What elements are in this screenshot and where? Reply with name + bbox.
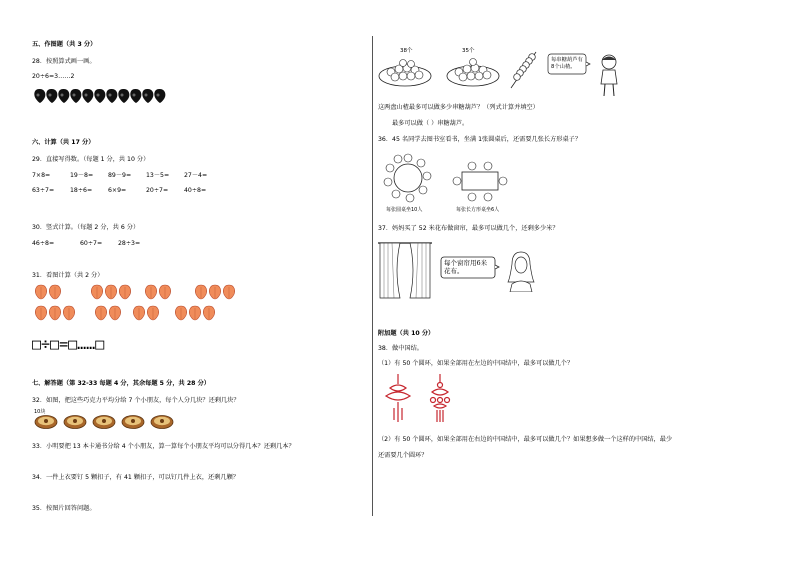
q29-item: 40÷8= bbox=[184, 187, 207, 194]
question-29: 29．直接写得数。（每题 1 分，共 10 分） bbox=[32, 156, 150, 163]
peach-groups-icon bbox=[32, 284, 242, 324]
q29-item: 18÷6= bbox=[70, 187, 93, 194]
caption-round-table: 每张圆桌坐10人 bbox=[386, 207, 423, 213]
caption-rect-table: 每张长方形桌坐6人 bbox=[456, 207, 500, 213]
extra-section-title: 附加题（共 10 分） bbox=[378, 330, 435, 337]
question-35: 35．按图片回答问题。 bbox=[32, 505, 96, 512]
question-36: 36．45 名同学去图书室看书，坐满 1张圆桌后，还需要几张长方形桌子？ bbox=[378, 136, 582, 143]
section-6-title: 六、计算（共 17 分） bbox=[32, 139, 95, 146]
round-table-icon bbox=[382, 152, 434, 206]
q30-item: 60÷7= bbox=[80, 240, 103, 247]
question-28-expression: 20÷6=3……2 bbox=[32, 73, 75, 80]
boy-figure-icon bbox=[594, 52, 624, 98]
q29-item: 19－8= bbox=[70, 172, 94, 179]
q38-part-1: （1）有 50 个圆环，如果全部用在左边的中国结中，最多可以做几个？ bbox=[378, 360, 574, 367]
q31-equation: □÷□=□……□ bbox=[32, 335, 105, 353]
q29-item: 63÷7= bbox=[32, 187, 55, 194]
label-38: 38个 bbox=[400, 48, 413, 54]
q38-part-2: （2）有 50 个圆环，如果全部用在右边的中国结中，最多可以做几个？如果想多做一个这样的中国结，最少 bbox=[378, 436, 673, 443]
peach-icons-row bbox=[32, 86, 182, 106]
question-34: 34．一件上衣要钉 5 颗扣子，有 41 颗扣子，可以钉几件上衣，还剩几颗？ bbox=[32, 474, 239, 481]
rect-table-icon bbox=[452, 160, 508, 204]
question-37: 37．妈妈买了 52 米花布做窗帘，最多可以做几个，还剩多少米？ bbox=[378, 225, 559, 232]
chinese-knots-icon bbox=[380, 372, 460, 424]
q29-item: 20÷7= bbox=[146, 187, 169, 194]
mother-figure-icon bbox=[504, 250, 538, 292]
speech-text: 每串糖葫芦有8个山楂。 bbox=[551, 57, 583, 70]
question-28: 28．按照算式画一画。 bbox=[32, 58, 96, 65]
q30-item: 46÷8= bbox=[32, 240, 55, 247]
chocolate-boxes-icon bbox=[34, 414, 174, 430]
question-30: 30．竖式计算。（每题 2 分，共 6 分） bbox=[32, 224, 140, 231]
q29-item: 89－9= bbox=[108, 172, 132, 179]
candied-haws-icon bbox=[508, 50, 538, 90]
q29-item: 6×9= bbox=[108, 187, 127, 194]
label-35: 35个 bbox=[462, 48, 475, 54]
q35-fill: 最多可以做（ ）串糖葫芦。 bbox=[392, 120, 469, 127]
column-divider bbox=[372, 36, 373, 516]
question-33: 33．小明要把 13 本卡通书分给 4 个小朋友，算一算每个小朋友平均可以分得几本？还剩几本？ bbox=[32, 443, 295, 450]
section-5-title: 五、作图题（共 3 分） bbox=[32, 41, 97, 48]
curtain-speech-text: 每个窗帘用6米花布。 bbox=[444, 259, 488, 275]
curtain-icon bbox=[376, 240, 434, 300]
q35-question: 这两盘山楂最多可以做多少串糖葫芦？（列式计算并填空） bbox=[378, 104, 539, 111]
question-32: 32．如图，把这些巧克力平均分给 7 个小朋友，每个人分几块？还剩几块？ bbox=[32, 397, 240, 404]
q29-item: 7×8= bbox=[32, 172, 51, 179]
question-31: 31．看图计算（共 2 分） bbox=[32, 272, 104, 279]
q30-item: 28÷3= bbox=[118, 240, 141, 247]
question-38: 38．做中国结。 bbox=[378, 345, 423, 352]
section-7-title: 七、解答题（第 32-33 每题 4 分，其余每题 5 分，共 28 分） bbox=[32, 380, 210, 387]
q38-part-2-cont: 还需要几个圆环？ bbox=[378, 452, 428, 459]
q29-item: 27－4= bbox=[184, 172, 208, 179]
q32-label: 10块 bbox=[34, 409, 46, 415]
q29-item: 13－5= bbox=[146, 172, 170, 179]
hawthorn-plates-icon bbox=[378, 54, 506, 88]
